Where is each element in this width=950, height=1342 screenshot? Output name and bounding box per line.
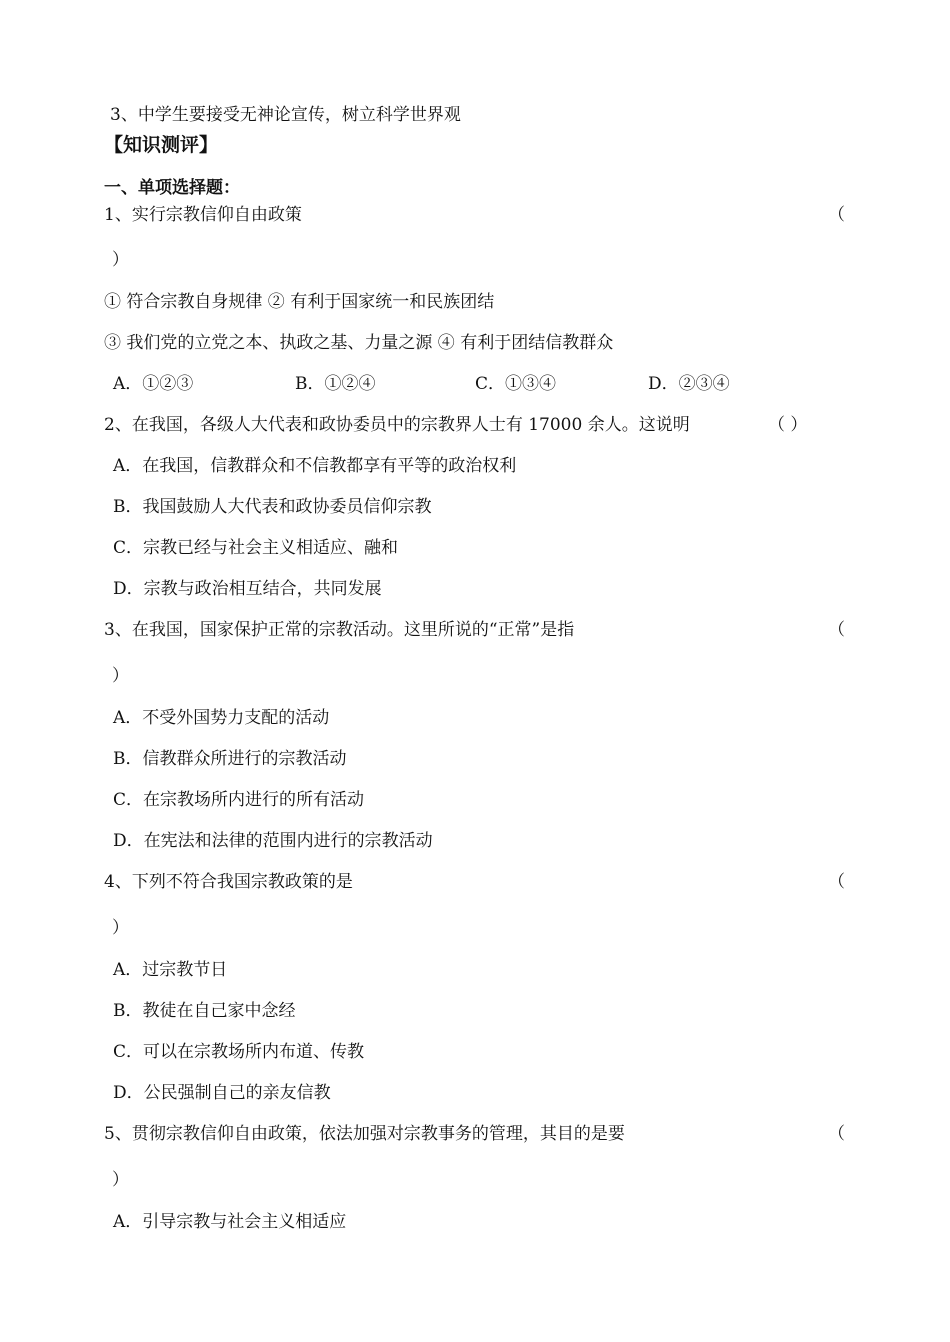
answer-paren-close: ）	[112, 250, 129, 270]
question-stem: 4、下列不符合我国宗教政策的是	[104, 872, 353, 892]
question-stem: 1、实行宗教信仰自由政策	[104, 205, 302, 225]
section-title: 【知识测评】	[104, 134, 219, 156]
option-c: C．①③④	[475, 374, 557, 394]
intro-line: 3、中学生要接受无神论宣传，树立科学世界观	[110, 105, 461, 125]
question-stem: 5、贯彻宗教信仰自由政策，依法加强对宗教事务的管理，其目的是要	[104, 1124, 625, 1144]
option-d: D．宗教与政治相互结合，共同发展	[113, 579, 382, 599]
answer-paren-open: （	[828, 205, 845, 225]
option-a: A．过宗教节日	[113, 960, 228, 980]
question-stem: 3、在我国，国家保护正常的宗教活动。这里所说的“正常”是指	[104, 620, 575, 640]
option-a: A．在我国，信教群众和不信教都享有平等的政治权利	[113, 456, 517, 476]
option-c: C．可以在宗教场所内布道、传教	[113, 1042, 365, 1062]
option-a: A．引导宗教与社会主义相适应	[113, 1212, 347, 1232]
answer-paren-open: （	[828, 620, 845, 640]
option-d: D．②③④	[648, 374, 730, 394]
answer-paren-open: （	[828, 872, 845, 892]
statement-line: ① 符合宗教自身规律 ② 有利于国家统一和民族团结	[104, 292, 495, 312]
answer-paren: （ ）	[768, 415, 808, 435]
part-title: 一、单项选择题：	[104, 178, 240, 198]
answer-paren-close: ）	[112, 918, 129, 938]
option-b: B．信教群众所进行的宗教活动	[113, 749, 347, 769]
statement-line: ③ 我们党的立党之本、执政之基、力量之源 ④ 有利于团结信教群众	[104, 333, 614, 353]
answer-paren-close: ）	[112, 1170, 129, 1190]
option-b: B．我国鼓励人大代表和政协委员信仰宗教	[113, 497, 432, 517]
option-c: C．宗教已经与社会主义相适应、融和	[113, 538, 399, 558]
option-d: D．在宪法和法律的范围内进行的宗教活动	[113, 831, 433, 851]
option-a: A．①②③	[113, 374, 194, 394]
option-b: B．①②④	[295, 374, 376, 394]
answer-paren-open: （	[828, 1124, 845, 1144]
option-c: C．在宗教场所内进行的所有活动	[113, 790, 365, 810]
question-stem: 2、在我国，各级人大代表和政协委员中的宗教界人士有 17000 余人。这说明	[104, 415, 690, 435]
answer-paren-close: ）	[112, 666, 129, 686]
option-b: B．教徒在自己家中念经	[113, 1001, 296, 1021]
option-a: A．不受外国势力支配的活动	[113, 708, 330, 728]
option-d: D．公民强制自己的亲友信教	[113, 1083, 331, 1103]
